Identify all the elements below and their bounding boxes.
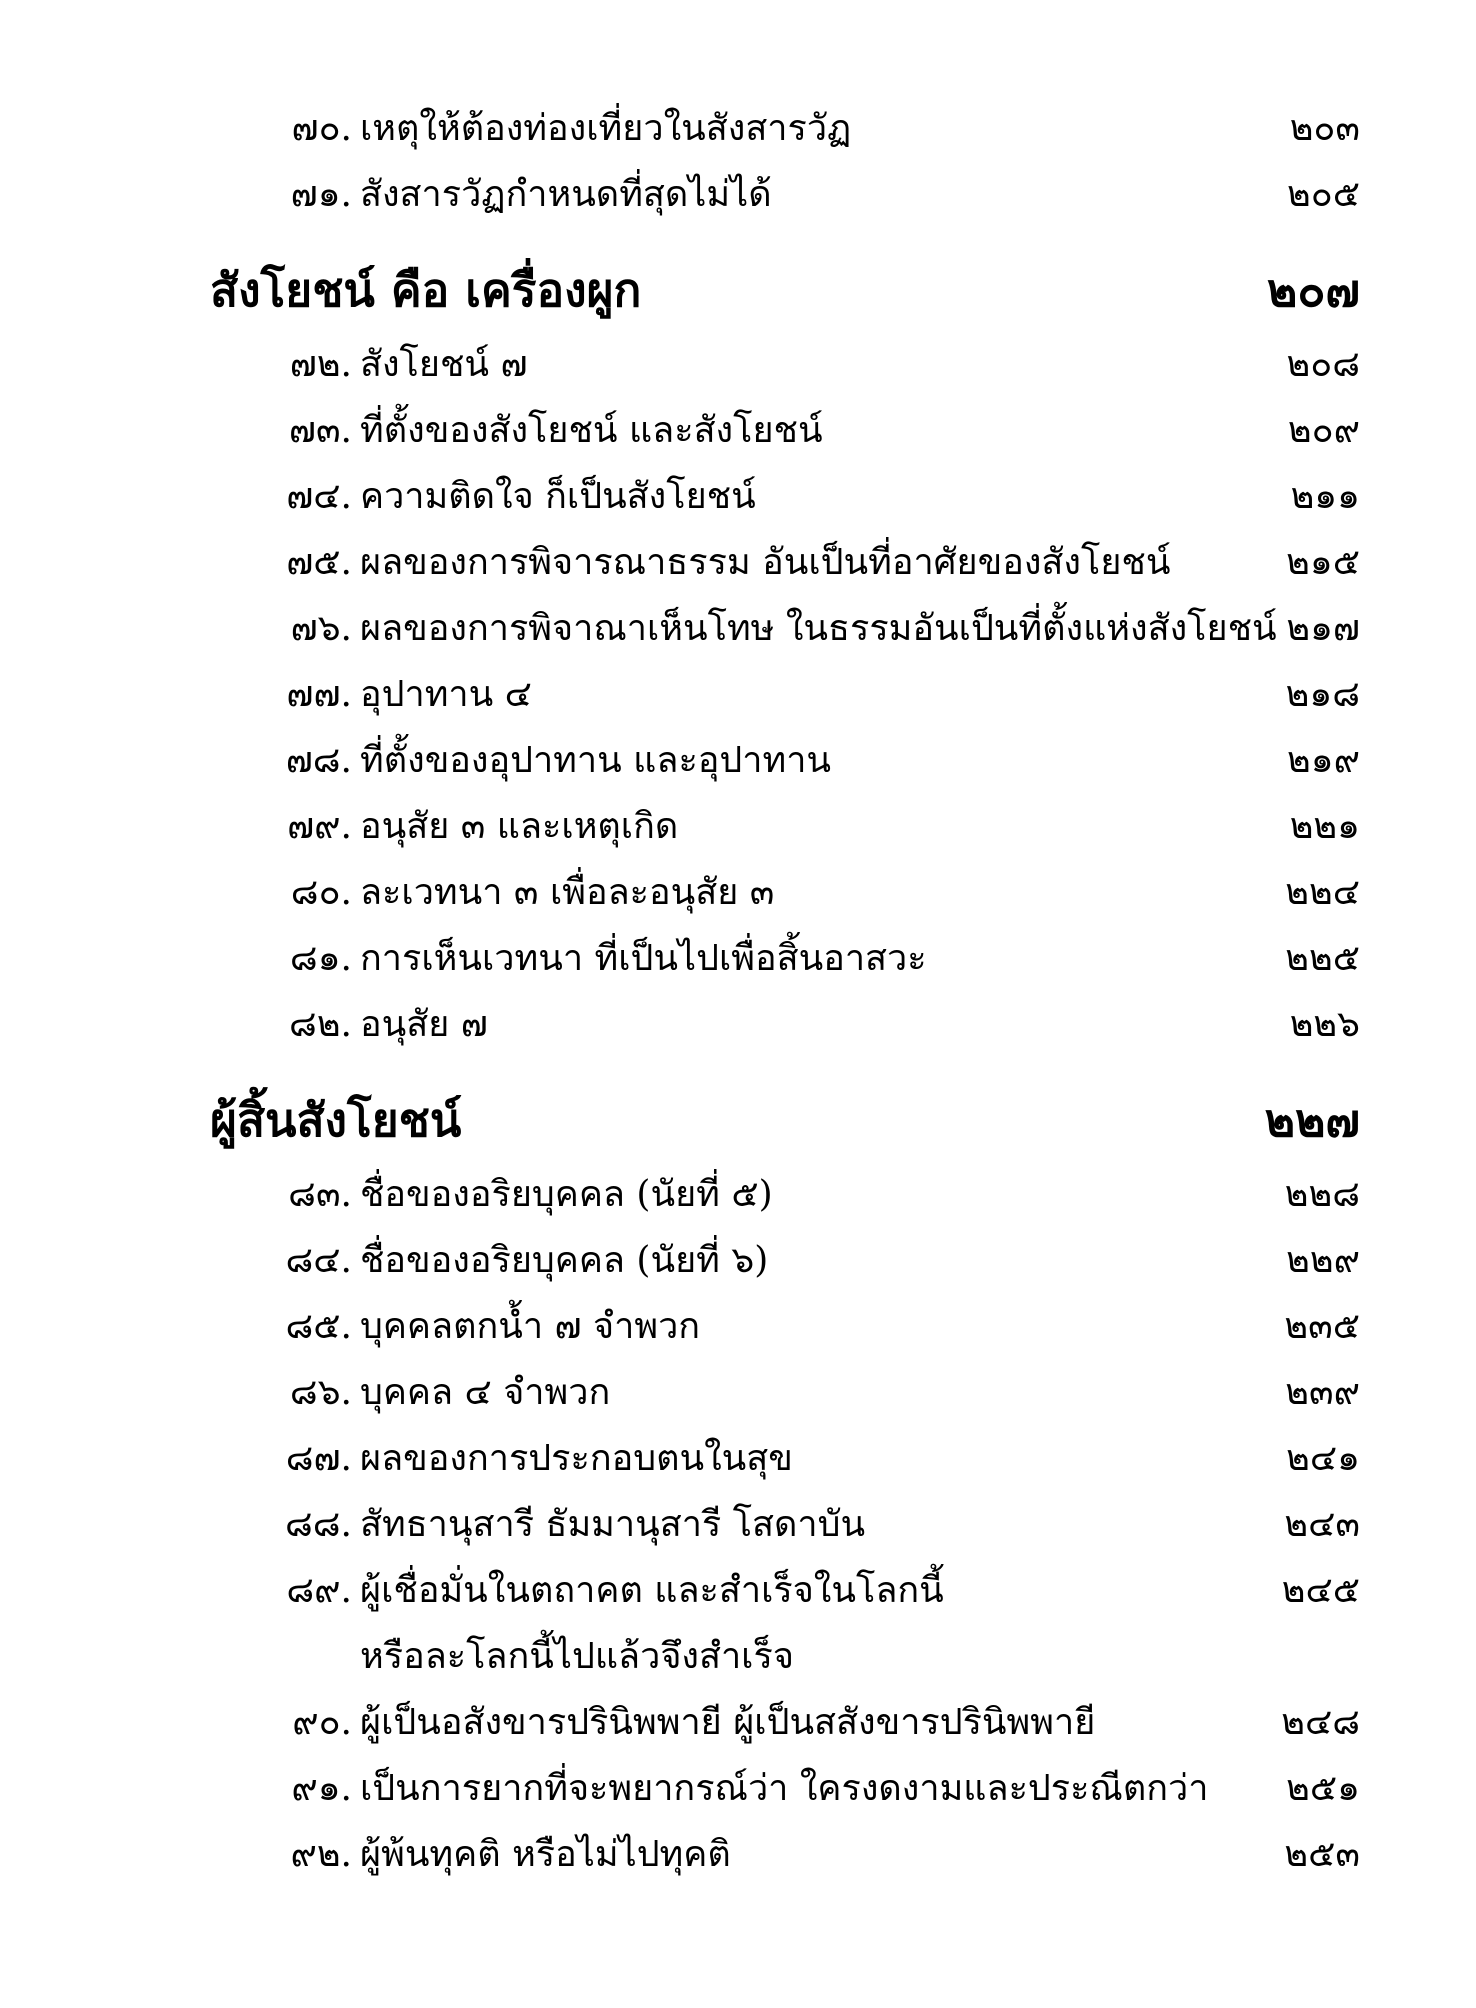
entry-page-number: ๒๒๕ xyxy=(1285,938,1360,979)
toc-entry xyxy=(210,662,1360,728)
entry-number: ๘๓. xyxy=(288,1174,352,1215)
entry-title: สังโยชน์ ๗ xyxy=(360,344,528,385)
entry-page-number: ๒๔๓ xyxy=(1284,1504,1360,1545)
section-title: ผู้สิ้นสังโยชน์ xyxy=(210,1093,462,1147)
entry-page-number: ๒๐๕ xyxy=(1287,174,1360,215)
entry-page-number: ๒๓๙ xyxy=(1285,1372,1360,1413)
entry-number: ๗๐. xyxy=(291,108,352,149)
entry-number: ๗๑. xyxy=(290,174,352,215)
entry-number: ๘๘. xyxy=(285,1504,352,1545)
toc-entry xyxy=(210,1228,1360,1294)
entry-page-number: ๒๒๔ xyxy=(1285,872,1360,913)
entry-page-number: ๒๔๕ xyxy=(1281,1570,1360,1611)
entry-page-number: ๒๕๓ xyxy=(1284,1834,1360,1875)
toc-entry-continuation xyxy=(210,1624,1360,1690)
entry-page-number: ๒๑๗ xyxy=(1286,608,1360,649)
entry-page-number: ๒๒๙ xyxy=(1286,1240,1360,1281)
toc-entry xyxy=(210,926,1360,992)
entry-title: อนุสัย ๓ และเหตุเกิด xyxy=(360,806,679,847)
entry-page-number: ๒๐๓ xyxy=(1289,108,1360,149)
entry-page-number: ๒๔๑ xyxy=(1286,1438,1360,1479)
entry-title: ความติดใจ ก็เป็นสังโยชน์ xyxy=(360,476,756,517)
entry-title: ผู้เชื่อมั่นในตถาคต และสำเร็จในโลกนี้ xyxy=(360,1570,944,1611)
entry-number: ๗๖. xyxy=(290,608,352,649)
toc-entry xyxy=(210,860,1360,926)
section-heading xyxy=(210,248,1360,332)
entry-title: สังสารวัฏกำหนดที่สุดไม่ได้ xyxy=(360,174,772,215)
entry-title: อุปาทาน ๔ xyxy=(360,674,532,715)
entry-page-number: ๒๒๖ xyxy=(1289,1004,1360,1045)
entry-number: ๗๗. xyxy=(286,674,352,715)
toc-entry xyxy=(210,1756,1360,1822)
entry-number: ๗๔. xyxy=(286,476,352,517)
entry-page-number: ๒๐๙ xyxy=(1287,410,1360,451)
toc-entry xyxy=(210,332,1360,398)
entry-number: ๗๙. xyxy=(287,806,352,847)
toc-entry xyxy=(210,1162,1360,1228)
entry-number: ๘๒. xyxy=(289,1004,352,1045)
section-title: สังโยชน์ คือ เครื่องผูก xyxy=(210,263,642,317)
toc-entry xyxy=(210,464,1360,530)
entry-number: ๘๗. xyxy=(285,1438,352,1479)
entry-title: ละเวทนา ๓ เพื่อละอนุสัย ๓ xyxy=(360,872,775,913)
section-page-number: ๒๒๗ xyxy=(1264,1093,1360,1147)
entry-page-number: ๒๑๑ xyxy=(1290,476,1360,517)
entry-number: ๘๙. xyxy=(286,1570,352,1611)
section-heading xyxy=(210,1078,1360,1162)
entry-title: บุคคล ๔ จำพวก xyxy=(360,1372,611,1413)
section-page-number: ๒๐๗ xyxy=(1267,263,1360,317)
entry-title-continuation: หรือละโลกนี้ไปแล้วจึงสำเร็จ xyxy=(360,1636,794,1677)
entry-number: ๙๑. xyxy=(291,1768,352,1809)
entry-number: ๘๐. xyxy=(290,872,352,913)
entry-number: ๗๓. xyxy=(288,410,352,451)
table-of-contents xyxy=(210,96,1360,1888)
entry-page-number: ๒๐๘ xyxy=(1286,344,1360,385)
entry-page-number: ๒๒๘ xyxy=(1284,1174,1360,1215)
entry-number: ๘๑. xyxy=(289,938,352,979)
toc-entry xyxy=(210,728,1360,794)
toc-entry xyxy=(210,1294,1360,1360)
entry-number: ๗๘. xyxy=(285,740,352,781)
entry-title: ผลของการพิจาณาเห็นโทษ ในธรรมอันเป็นที่ตั้งแห่งสังโยชน์ xyxy=(360,608,1277,649)
entry-title: ผลของการประกอบตนในสุข xyxy=(360,1438,793,1479)
entry-page-number: ๒๕๑ xyxy=(1286,1768,1360,1809)
toc-entry xyxy=(210,1492,1360,1558)
toc-entry xyxy=(210,1426,1360,1492)
entry-title: การเห็นเวทนา ที่เป็นไปเพื่อสิ้นอาสวะ xyxy=(360,938,927,979)
entry-page-number: ๒๓๕ xyxy=(1284,1306,1360,1347)
toc-entry xyxy=(210,992,1360,1058)
toc-entry xyxy=(210,794,1360,860)
toc-entry xyxy=(210,96,1360,162)
entry-number: ๗๕. xyxy=(286,542,352,583)
toc-entry xyxy=(210,596,1360,662)
entry-title: สัทธานุสารี ธัมมานุสารี โสดาบัน xyxy=(360,1504,866,1545)
entry-number: ๘๔. xyxy=(285,1240,352,1281)
entry-title: บุคคลตกน้ำ ๗ จำพวก xyxy=(360,1306,701,1347)
toc-entry xyxy=(210,1558,1360,1624)
entry-number: ๗๒. xyxy=(289,344,352,385)
toc-entry xyxy=(210,398,1360,464)
entry-page-number: ๒๔๘ xyxy=(1281,1702,1360,1743)
entry-number: ๘๖. xyxy=(289,1372,352,1413)
entry-title: ที่ตั้งของอุปาทาน และอุปาทาน xyxy=(360,740,832,781)
toc-entry xyxy=(210,1360,1360,1426)
entry-title: ชื่อของอริยบุคคล (นัยที่ ๕) xyxy=(360,1174,773,1215)
entry-page-number: ๒๒๑ xyxy=(1289,806,1360,847)
toc-entry xyxy=(210,1822,1360,1888)
entry-title: ผู้พ้นทุคติ หรือไม่ไปทุคติ xyxy=(360,1834,731,1875)
entry-number: ๙๒. xyxy=(290,1834,352,1875)
entry-number: ๘๕. xyxy=(285,1306,352,1347)
entry-title: ชื่อของอริยบุคคล (นัยที่ ๖) xyxy=(360,1240,769,1281)
entry-title: เหตุให้ต้องท่องเที่ยวในสังสารวัฏ xyxy=(360,108,852,149)
toc-entry xyxy=(210,1690,1360,1756)
toc-entry xyxy=(210,530,1360,596)
entry-title: ผู้เป็นอสังขารปรินิพพายี ผู้เป็นสสังขารปรินิพพายี xyxy=(360,1702,1096,1743)
entry-page-number: ๒๑๙ xyxy=(1287,740,1360,781)
entry-title: อนุสัย ๗ xyxy=(360,1004,488,1045)
entry-number: ๙๐. xyxy=(292,1702,352,1743)
entry-title: เป็นการยากที่จะพยากรณ์ว่า ใครงดงามและประณีตกว่า xyxy=(360,1768,1209,1809)
toc-entry xyxy=(210,162,1360,228)
entry-title: ที่ตั้งของสังโยชน์ และสังโยชน์ xyxy=(360,410,823,451)
entry-page-number: ๒๑๕ xyxy=(1286,542,1360,583)
entry-title: ผลของการพิจารณาธรรม อันเป็นที่อาศัยของสังโยชน์ xyxy=(360,542,1171,583)
entry-page-number: ๒๑๘ xyxy=(1285,674,1360,715)
